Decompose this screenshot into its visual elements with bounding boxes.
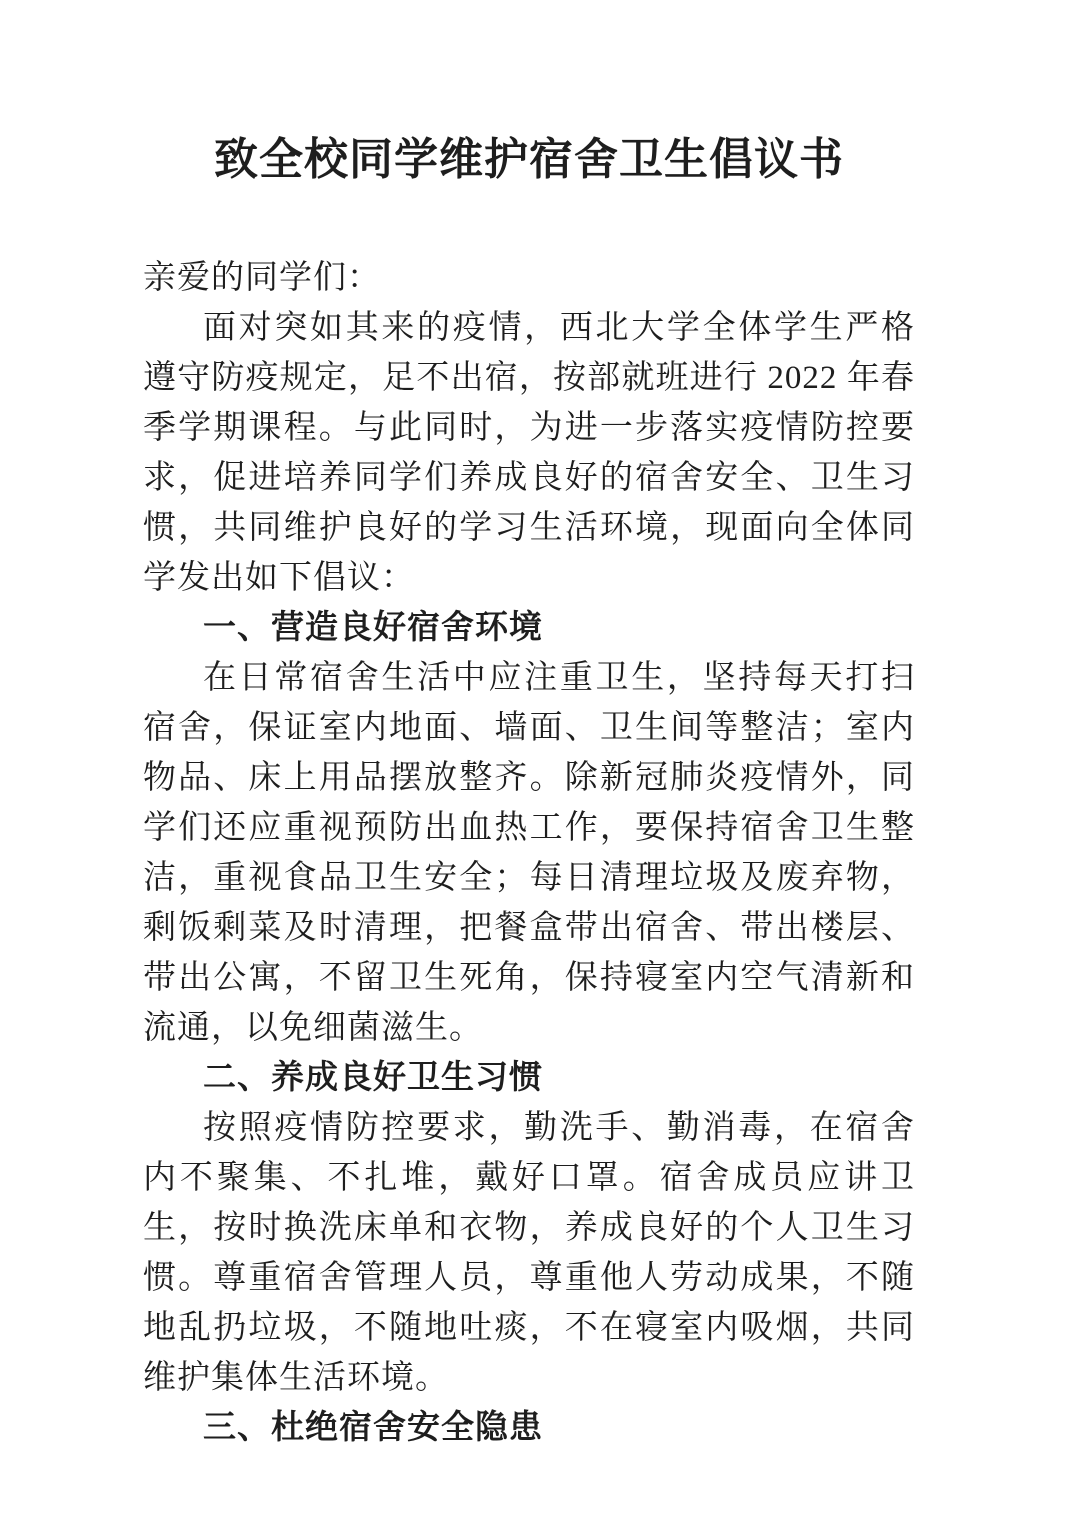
intro-paragraph: 面对突如其来的疫情，西北大学全体学生严格遵守防疫规定，足不出宿，按部就班进行 2022 年春季学期课程。与此同时，为进一步落实疫情防控要求，促进培养同学们养成良好的宿舍安全、卫生习惯，共同维护良好的学习生活环境，现面向全体同学发出如下倡议：: [143, 310, 915, 596]
section-body-2: 按照疫情防控要求，勤洗手、勤消毒，在宿舍内不聚集、不扎堆，戴好口罩。宿舍成员应讲卫生，按时换洗床单和衣物，养成良好的个人卫生习惯。尊重宿舍管理人员，尊重他人劳动成果，不随地乱扔垃圾，不随地吐痰，不在寝室内吸烟，共同维护集体生活环境。: [143, 1110, 915, 1396]
section-heading-1: 一、营造良好宿舍环境: [203, 610, 543, 646]
section-heading-2: 二、养成良好卫生习惯: [203, 1060, 543, 1096]
document-title: 致全校同学维护宿舍卫生倡议书: [214, 135, 844, 184]
section-body-1: 在日常宿舍生活中应注重卫生，坚持每天打扫宿舍，保证室内地面、墙面、卫生间等整洁；室内物品、床上用品摆放整齐。除新冠肺炎疫情外，同学们还应重视预防出血热工作，要保持宿舍卫生整洁，重视食品卫生安全；每日清理垃圾及废弃物，剩饭剩菜及时清理，把餐盒带出宿舍、带出楼层、带出公寓，不留卫生死角，保持寝室内空气清新和流通，以免细菌滋生。: [143, 660, 915, 1046]
salutation: 亲爱的同学们：: [143, 260, 381, 296]
section-heading-3: 三、杜绝宿舍安全隐患: [203, 1410, 543, 1446]
